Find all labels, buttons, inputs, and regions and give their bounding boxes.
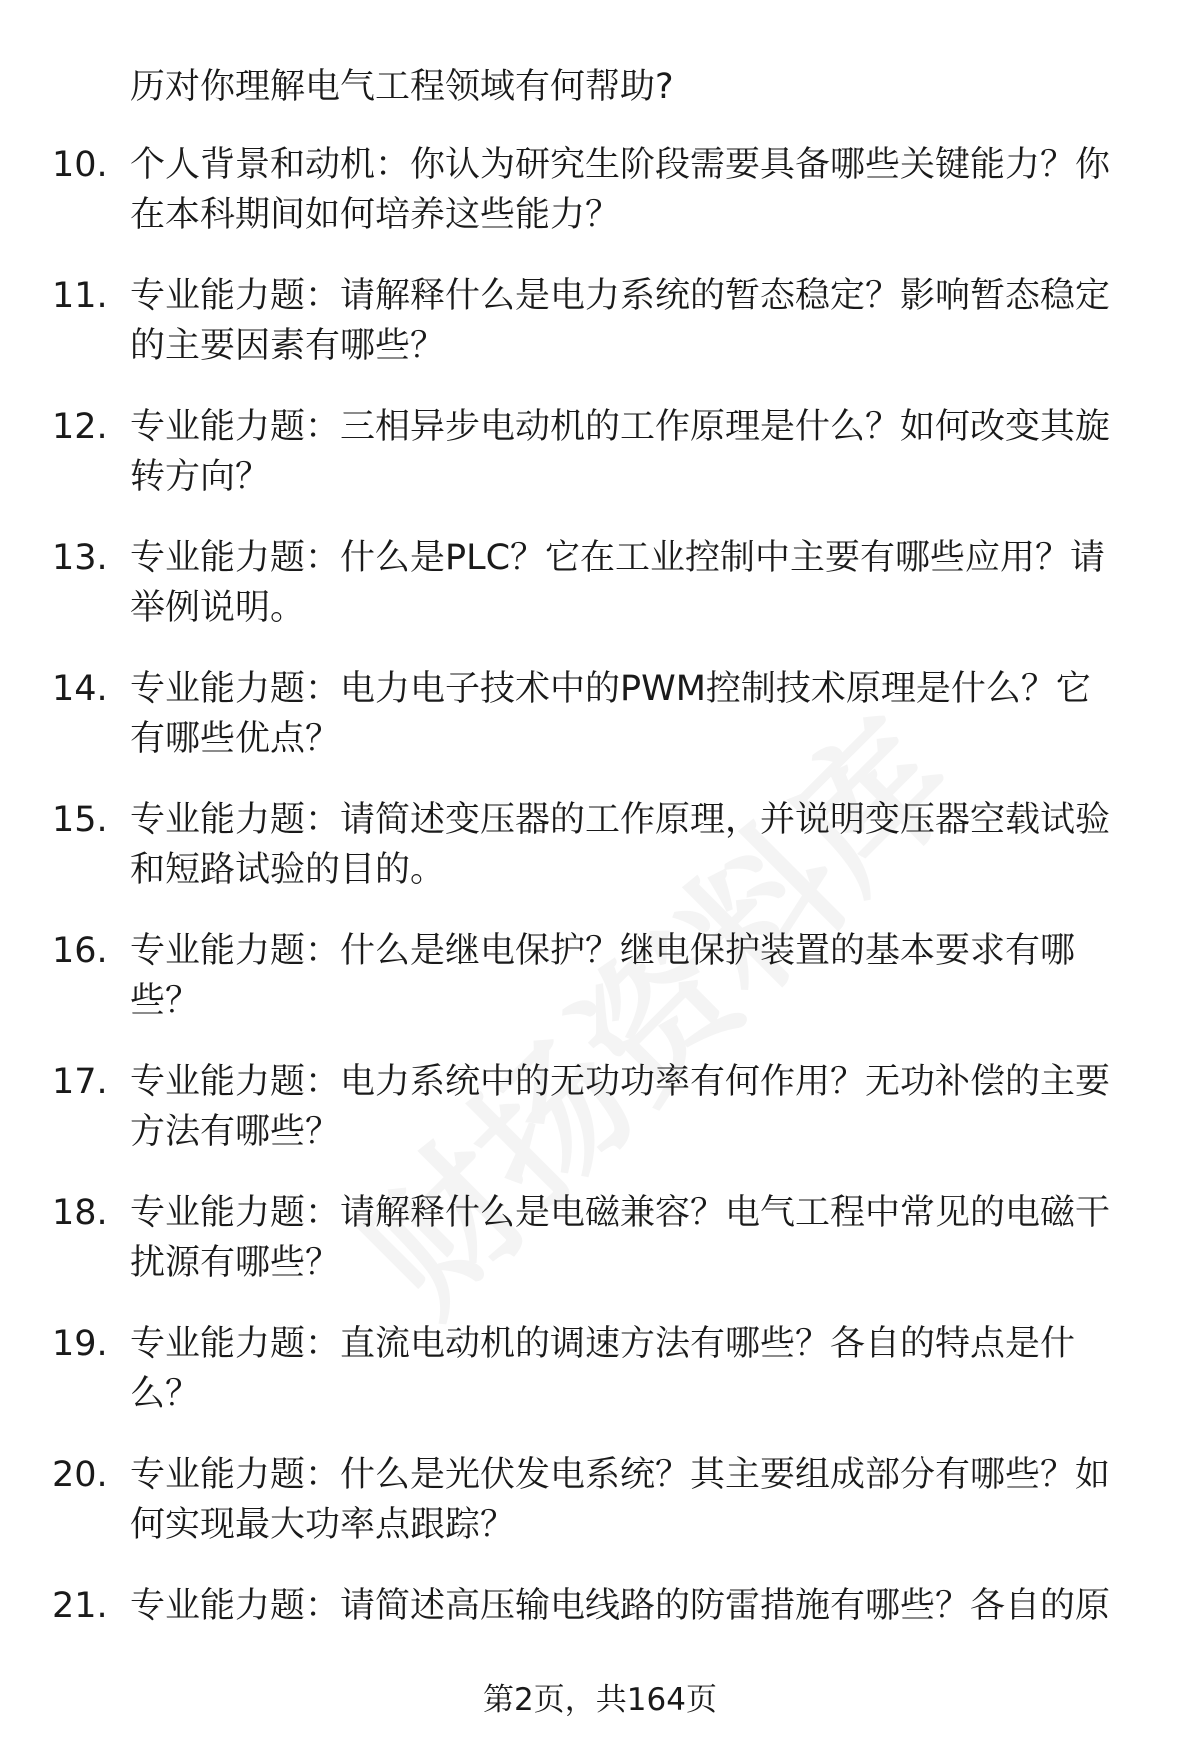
question-text-line: 举例说明。 [130, 588, 306, 628]
question-text-line: 么？ [130, 1374, 201, 1414]
question-number: 18. [52, 1193, 108, 1233]
question-item [0, 1057, 1200, 1188]
question-text-line: 专业能力题：电力电子技术中的PWM控制技术原理是什么？它 [130, 669, 1091, 709]
question-item [0, 140, 1200, 271]
question-text [130, 533, 1150, 633]
question-text-line: 何实现最大功率点跟踪？ [130, 1505, 516, 1545]
question-text-line: 在本科期间如何培养这些能力？ [130, 195, 621, 235]
question-text [130, 664, 1150, 764]
page-number-footer: 第2页，共164页 [483, 1682, 717, 1718]
question-item [0, 1319, 1200, 1450]
question-text-line: 和短路试验的目的。 [130, 850, 446, 890]
question-text [130, 1188, 1150, 1288]
question-text-line: 些？ [130, 981, 201, 1021]
question-number: 10. [52, 145, 108, 185]
question-text-line: 专业能力题：什么是光伏发电系统？其主要组成部分有哪些？如 [130, 1455, 1111, 1495]
question-number: 15. [52, 800, 108, 840]
question-text-line: 专业能力题：请解释什么是电磁兼容？电气工程中常见的电磁干 [130, 1193, 1111, 1233]
question-text [130, 271, 1150, 371]
question-text [130, 402, 1150, 502]
question-text-line: 专业能力题：什么是继电保护？继电保护装置的基本要求有哪 [130, 931, 1076, 971]
question-item [0, 926, 1200, 1057]
question-text-line: 专业能力题：什么是PLC？它在工业控制中主要有哪些应用？请 [130, 538, 1106, 578]
question-text-line: 专业能力题：请解释什么是电力系统的暂态稳定？影响暂态稳定 [130, 276, 1111, 316]
question-item [0, 1188, 1200, 1319]
question-item [0, 533, 1200, 664]
question-item [0, 1450, 1200, 1581]
question-number: 20. [52, 1455, 108, 1495]
question-text-line: 转方向？ [130, 457, 271, 497]
question-text [130, 1319, 1150, 1419]
question-number: 14. [52, 669, 108, 709]
question-number: 17. [52, 1062, 108, 1102]
question-number: 21. [52, 1586, 108, 1626]
question-text-line: 方法有哪些？ [130, 1112, 341, 1152]
question-number: 19. [52, 1324, 108, 1364]
question-text [130, 795, 1150, 895]
question-list [0, 140, 1200, 1712]
question-text-line: 专业能力题：三相异步电动机的工作原理是什么？如何改变其旋 [130, 407, 1111, 447]
question-number: 16. [52, 931, 108, 971]
question-item [0, 271, 1200, 402]
question-text-line: 专业能力题：电力系统中的无功功率有何作用？无功补偿的主要 [130, 1062, 1111, 1102]
question-item [0, 664, 1200, 795]
question-number: 12. [52, 407, 108, 447]
question-text-line: 有哪些优点？ [130, 719, 341, 759]
question-number: 11. [52, 276, 108, 316]
question-text-line: 专业能力题：请简述变压器的工作原理，并说明变压器空载试验 [130, 800, 1111, 840]
question-text-line: 的主要因素有哪些？ [130, 326, 446, 366]
question-text-line: 专业能力题：请简述高压输电线路的防雷措施有哪些？各自的原 [130, 1586, 1111, 1626]
question-item [0, 795, 1200, 926]
question-text [130, 926, 1150, 1026]
continued-question-line: 历对你理解电气工程领域有何帮助? [130, 67, 674, 107]
question-text [130, 1057, 1150, 1157]
question-text-line: 专业能力题：直流电动机的调速方法有哪些？各自的特点是什 [130, 1324, 1076, 1364]
question-item [0, 402, 1200, 533]
question-text [130, 1450, 1150, 1550]
question-text-line: 扰源有哪些？ [130, 1243, 341, 1283]
question-text [130, 1581, 1150, 1631]
question-text-line: 个人背景和动机：你认为研究生阶段需要具备哪些关键能力？你 [130, 145, 1111, 185]
question-number: 13. [52, 538, 108, 578]
question-text [130, 140, 1150, 240]
